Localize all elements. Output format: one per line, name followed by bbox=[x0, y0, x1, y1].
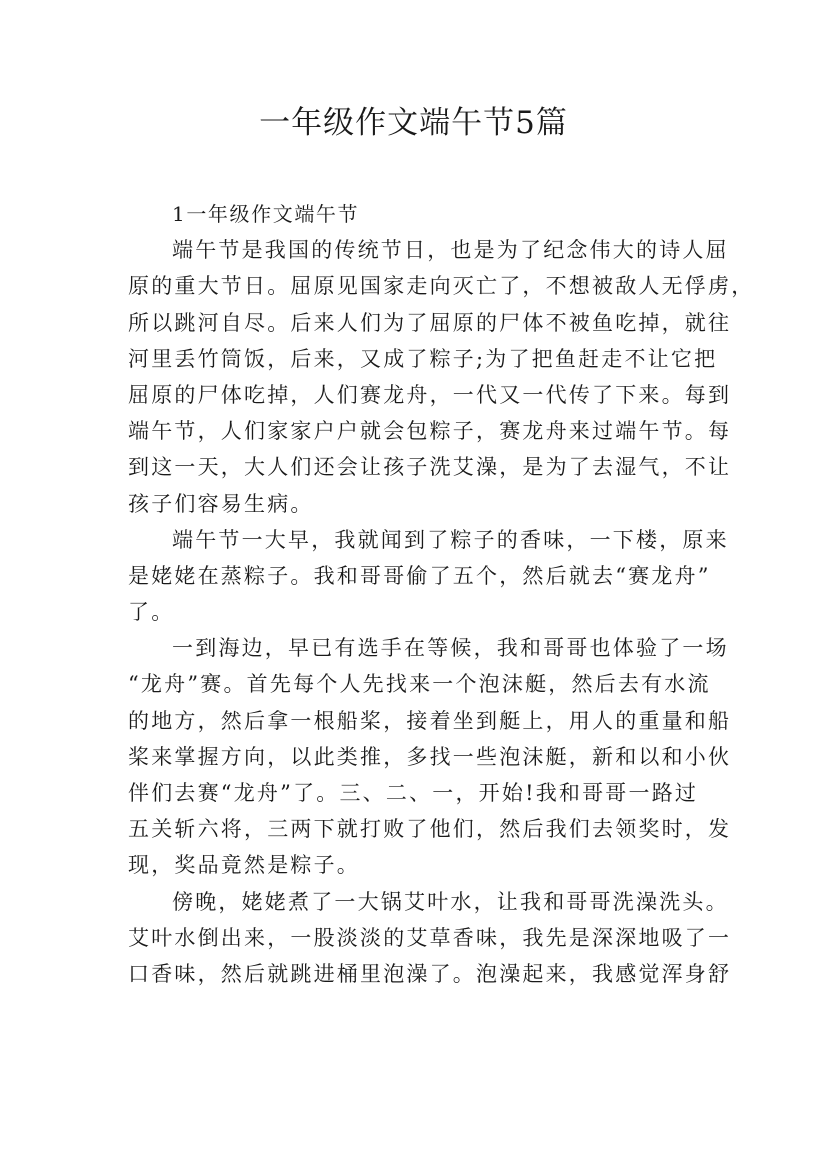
section-heading: 1一年级作文端午节 bbox=[172, 202, 360, 226]
paragraph-line: “龙舟”赛。首先每个人先找来一个泡沫艇，然后去有水流 bbox=[128, 672, 711, 697]
paragraph-line: 所以跳河自尽。后来人们为了屈原的尸体不被鱼吃掉，就往 bbox=[128, 310, 732, 335]
paragraph-line: 端午节是我国的传统节日，也是为了纪念伟大的诗人屈 bbox=[172, 238, 729, 263]
paragraph-line: 了。 bbox=[128, 600, 175, 625]
article-body bbox=[128, 196, 755, 992]
paragraph-line: 口香味，然后就跳进桶里泡澡了。泡澡起来，我感觉浑身舒 bbox=[128, 961, 732, 986]
paragraph-line: 五关斩六将，三两下就打败了他们，然后我们去领奖时，发 bbox=[128, 817, 732, 842]
paragraph-line: 艾叶水倒出来，一股淡淡的艾草香味，我先是深深地吸了一 bbox=[128, 925, 732, 950]
paragraph-line: 的地方，然后拿一根船桨，接着坐到艇上，用人的重量和船 bbox=[128, 708, 732, 733]
paragraph-line: 现，奖品竟然是粽子。 bbox=[128, 853, 360, 878]
paragraph-line: 傍晚，姥姥煮了一大锅艾叶水，让我和哥哥洗澡洗头。 bbox=[172, 889, 729, 914]
paragraph-line: 河里丢竹筒饭，后来，又成了粽子;为了把鱼赶走不让它把 bbox=[128, 346, 718, 371]
paragraph-line: 端午节，人们家家户户就会包粽子，赛龙舟来过端午节。每 bbox=[128, 419, 732, 444]
paragraph-line: 原的重大节日。屈原见国家走向灭亡了，不想被敌人无俘虏， bbox=[128, 274, 755, 299]
paragraph-line: 伴们去赛“龙舟”了。三、二、一，开始!我和哥哥一路过 bbox=[128, 781, 699, 805]
paragraph-line: 端午节一大早，我就闻到了粽子的香味，一下楼，原来 bbox=[172, 527, 729, 552]
paragraph-line: 屈原的尸体吃掉，人们赛龙舟，一代又一代传了下来。每到 bbox=[128, 382, 732, 407]
document-title: 一年级作文端午节5篇 bbox=[259, 105, 568, 141]
paragraph-line: 到这一天，大人们还会让孩子洗艾澡，是为了去湿气，不让 bbox=[128, 455, 732, 480]
paragraph-line: 孩子们容易生病。 bbox=[128, 491, 314, 516]
paragraph-line: 是姥姥在蒸粽子。我和哥哥偷了五个，然后就去“赛龙舟” bbox=[128, 563, 711, 588]
paragraph-line: 一到海边，早已有选手在等候，我和哥哥也体验了一场 bbox=[172, 636, 729, 661]
paragraph-line: 桨来掌握方向，以此类推，多找一些泡沫艇，新和以和小伙 bbox=[128, 744, 732, 769]
